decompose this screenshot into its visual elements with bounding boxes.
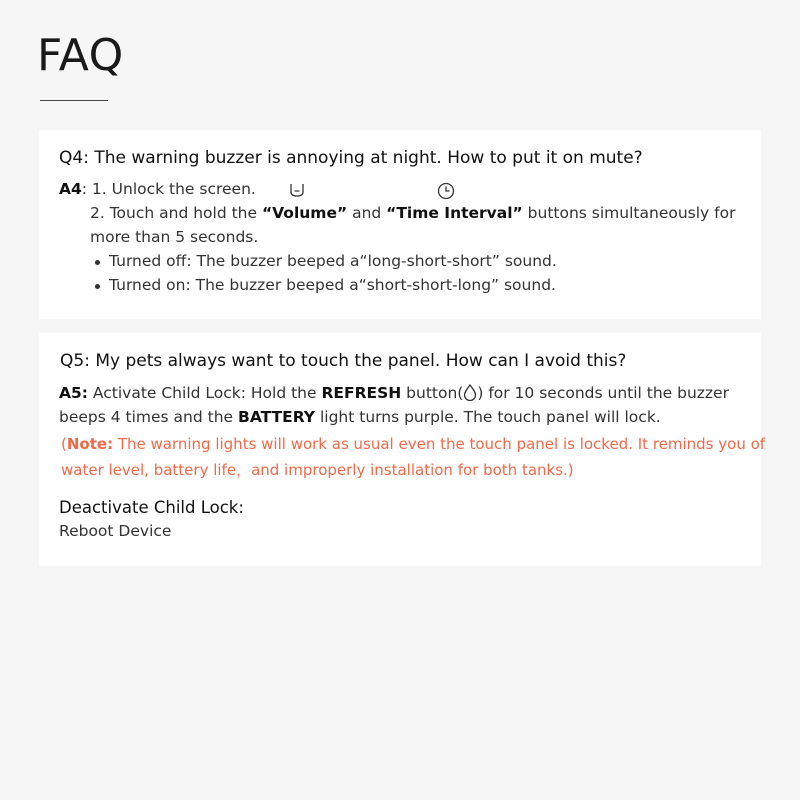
note-text-1: The warning lights will work as usual even the touch panel is locked. It reminds you of (113, 435, 766, 453)
answer-q4-step2-cont: more than 5 seconds. (90, 228, 259, 246)
title-divider (40, 100, 108, 101)
bullet-dot (95, 284, 100, 289)
a5-part1: Activate Child Lock: Hold the (87, 384, 322, 402)
note-line2: water level, battery life，and improperly installation for both tanks.) (61, 461, 574, 479)
battery-label: BATTERY (238, 408, 316, 426)
a5-line2-part2: light turns purple. The touch panel will lock. (315, 408, 661, 426)
note-label: Note: (66, 435, 114, 453)
question-q4: Q4: The warning buzzer is annoying at night. How to put it on mute? (59, 148, 643, 168)
a5-line2-part1: beeps 4 times and the (59, 408, 239, 426)
volume-label: “Volume” (261, 204, 348, 222)
bullet-dot (95, 260, 100, 265)
answer-q4-step1 (59, 180, 256, 198)
answer-label-a5: A5: (59, 384, 88, 402)
volume-icon (289, 182, 305, 198)
note-open-paren: ( (61, 435, 67, 453)
step2-and: and (347, 204, 387, 222)
step2-prefix: 2. Touch and hold the (90, 204, 262, 222)
step1-text: : 1. Unlock the screen. (81, 180, 256, 198)
time-interval-label: “Time Interval” (386, 204, 523, 222)
answer-q4-step2 (90, 204, 735, 222)
water-drop-icon (463, 384, 477, 405)
bullet-turned-off: Turned off: The buzzer beeped a“long-short-short” sound. (109, 252, 557, 270)
page-title: FAQ (37, 30, 124, 81)
question-q5: Q5: My pets always want to touch the panel. How can I avoid this? (60, 351, 627, 371)
answer-q5-line1 (59, 384, 729, 405)
a5-part2: button( (401, 384, 464, 402)
deactivate-text: Reboot Device (59, 522, 172, 540)
note-line1 (61, 435, 765, 453)
deactivate-title: Deactivate Child Lock: (59, 498, 244, 517)
clock-icon (437, 182, 455, 200)
faq-card-q5 (39, 333, 766, 566)
step2-suffix: buttons simultaneously for (522, 204, 736, 222)
a5-part3: ) for 10 seconds until the buzzer (477, 384, 729, 402)
refresh-label: REFRESH (321, 384, 402, 402)
bullet-turned-on: Turned on: The buzzer beeped a“short-short-long” sound. (109, 276, 556, 294)
answer-q5-line2 (59, 408, 661, 426)
answer-label-a4: A4 (59, 180, 82, 198)
faq-card-q4 (39, 130, 761, 319)
